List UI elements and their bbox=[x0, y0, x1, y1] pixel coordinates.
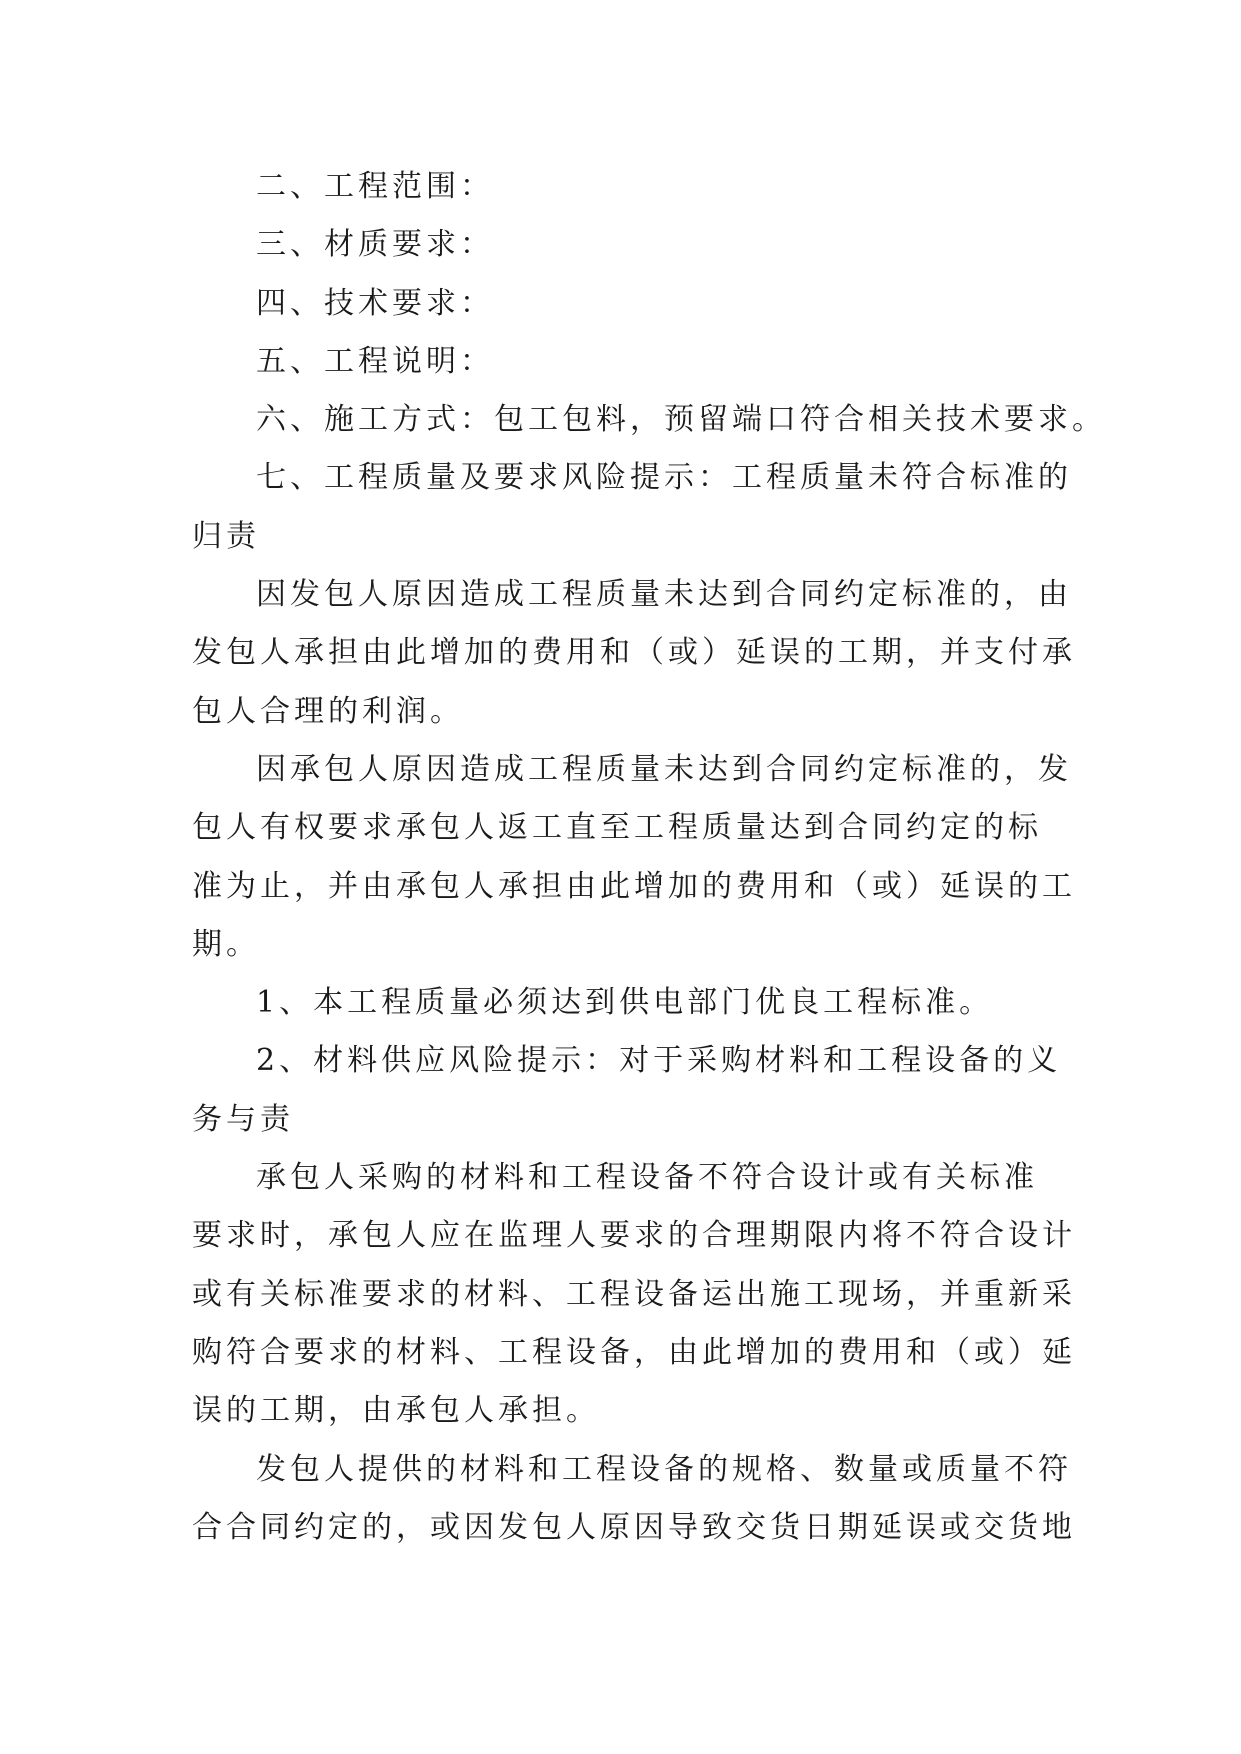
section-heading-materials: 三、材质要求： bbox=[256, 227, 494, 263]
section-heading-description: 五、工程说明： bbox=[256, 343, 494, 379]
text-line: 或有关标准要求的材料、工程设备运出施工现场，并重新采 bbox=[192, 1276, 1076, 1312]
section-heading-technical: 四、技术要求： bbox=[256, 285, 494, 321]
text-line: 包人合理的利润。 bbox=[192, 693, 464, 729]
text-line: 务与责 bbox=[192, 1101, 294, 1137]
text-line: 误的工期，由承包人承担。 bbox=[192, 1393, 600, 1429]
document-body bbox=[192, 158, 1106, 1557]
paragraph-contractor-procurement: 承包人采购的材料和工程设备不符合设计或有关标准 bbox=[256, 1160, 1038, 1196]
paragraph-employer-cause: 因发包人原因造成工程质量未达到合同约定标准的，由 bbox=[256, 577, 1072, 613]
section-heading-scope: 二、工程范围： bbox=[256, 169, 494, 204]
text-line: 要求时，承包人应在监理人要求的合理期限内将不符合设计 bbox=[192, 1218, 1076, 1254]
text-line: 准为止，并由承包人承担由此增加的费用和（或）延误的工 bbox=[192, 868, 1076, 904]
list-item-supply-risk: 2、材料供应风险提示：对于采购材料和工程设备的义 bbox=[256, 1043, 1062, 1079]
list-item-quality-standard: 1、本工程质量必须达到供电部门优良工程标准。 bbox=[256, 985, 994, 1021]
text-line: 发包人承担由此增加的费用和（或）延误的工期，并支付承 bbox=[192, 635, 1076, 671]
text-line: 包人有权要求承包人返工直至工程质量达到合同约定的标 bbox=[192, 810, 1042, 846]
section-construction-method: 六、施工方式：包工包料，预留端口符合相关技术要求。 bbox=[256, 402, 1106, 438]
text-line: 合合同约定的，或因发包人原因导致交货日期延误或交货地 bbox=[192, 1509, 1076, 1545]
text-line: 期。 bbox=[192, 926, 260, 962]
paragraph-contractor-cause: 因承包人原因造成工程质量未达到合同约定标准的，发 bbox=[256, 751, 1072, 787]
section-quality-risk: 七、工程质量及要求风险提示：工程质量未符合标准的 bbox=[256, 460, 1072, 496]
paragraph-employer-supply: 发包人提供的材料和工程设备的规格、数量或质量不符 bbox=[256, 1451, 1072, 1487]
text-line: 归责 bbox=[192, 518, 260, 554]
text-line: 购符合要求的材料、工程设备，由此增加的费用和（或）延 bbox=[192, 1334, 1076, 1370]
